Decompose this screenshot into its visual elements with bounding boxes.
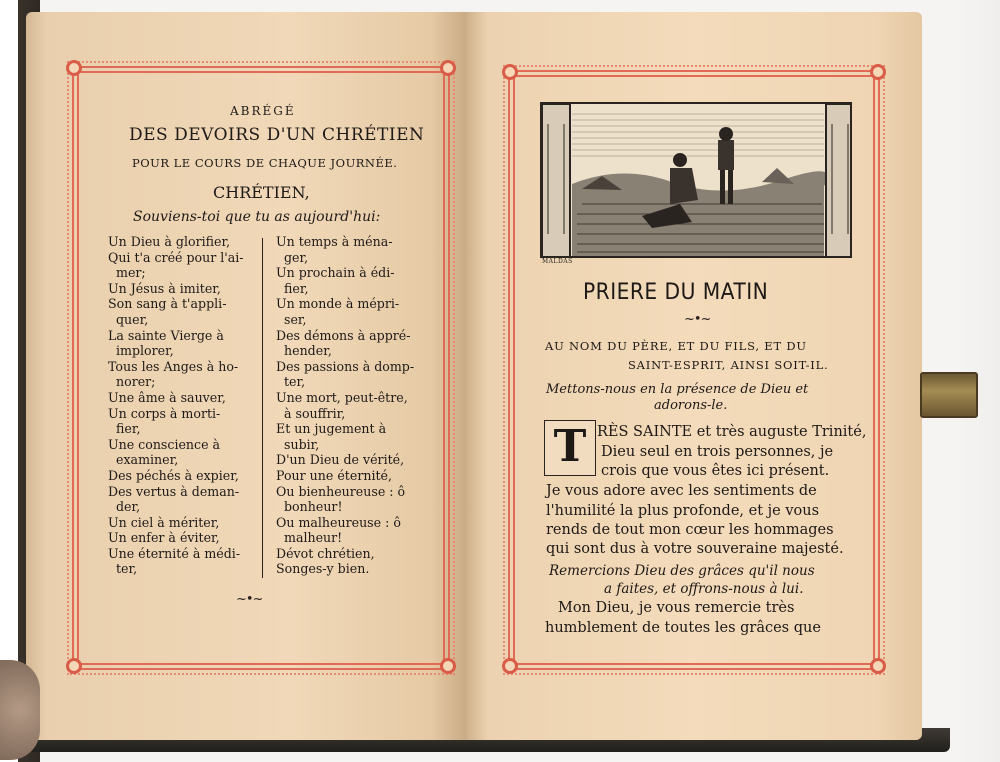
- duty-line: hender,: [284, 343, 332, 359]
- chain-corner: [870, 658, 886, 674]
- duty-line: Un enfer à éviter,: [108, 530, 220, 546]
- duty-line: Un prochain à édi-: [276, 265, 395, 281]
- duty-line: Pour une éternité,: [276, 467, 392, 483]
- duty-line: Tous les Anges à ho-: [108, 358, 239, 374]
- duty-line: quer,: [116, 311, 149, 327]
- duties-column-left: [108, 234, 258, 577]
- duty-line: Une mort, peut-être,: [276, 389, 408, 405]
- duty-line: Un temps à ména-: [276, 234, 393, 249]
- prayer-line: Dieu seul en trois personnes, je: [601, 444, 834, 460]
- duty-line: Des vertus à deman-: [108, 483, 240, 499]
- prayer-line: rends de tout mon cœur les hommages: [546, 522, 834, 538]
- heading-devoirs: DES DEVOIRS D'UN CHRÉTIEN: [129, 125, 425, 145]
- duty-line: Un monde à mépri-: [276, 296, 400, 312]
- chain-corner: [502, 64, 518, 80]
- prayer-line: humblement de toutes les grâces que: [545, 620, 821, 636]
- drop-cap: T: [544, 420, 596, 476]
- duty-line: der,: [116, 499, 141, 515]
- duty-line: norer;: [116, 374, 156, 390]
- prayer-line: l'humilité la plus profonde, et je vous: [546, 503, 820, 519]
- duty-line: Ou bienheureuse : ô: [276, 483, 406, 499]
- chain-corner: [440, 658, 456, 674]
- duty-line: Dévot chrétien,: [276, 545, 375, 561]
- duty-line: Des péchés à expier,: [108, 467, 239, 483]
- invocation-line-1: AU NOM DU PÈRE, ET DU FILS, ET DU: [545, 339, 807, 353]
- heading-souviens: Souviens-toi que tu as aujourd'hui:: [133, 209, 381, 225]
- duty-line: subir,: [284, 436, 320, 452]
- heading-cours: POUR LE COURS DE CHAQUE JOURNÉE.: [132, 156, 398, 170]
- duty-line: La sainte Vierge à: [108, 327, 224, 343]
- duty-line: ter,: [116, 561, 138, 577]
- duty-line: examiner,: [116, 452, 179, 468]
- invocation-line-2: SAINT-ESPRIT, AINSI SOIT-IL.: [628, 358, 829, 372]
- instruction-line-4: a faites, et offrons-nous à lui.: [604, 581, 804, 597]
- chain-corner: [870, 64, 886, 80]
- duty-line: Et un jugement à: [276, 421, 387, 437]
- instruction-line-3: Remercions Dieu des grâces qu'il nous: [549, 563, 815, 579]
- prayer-line: RÈS SAINTE et très auguste Trinité,: [597, 424, 867, 440]
- duty-line: Un corps à morti-: [108, 405, 221, 421]
- engraving-illustration: [540, 102, 852, 258]
- duty-line: Une âme à sauver,: [108, 389, 226, 405]
- duty-line: D'un Dieu de vérité,: [276, 452, 405, 468]
- engraving-signature: MALDAS: [542, 258, 573, 265]
- chain-corner: [66, 60, 82, 76]
- heading-chretien: CHRÉTIEN,: [213, 183, 310, 202]
- engraving-svg: [542, 104, 852, 258]
- duty-line: bonheur!: [284, 499, 343, 515]
- brass-clasp: [920, 372, 978, 418]
- duty-line: mer;: [116, 265, 146, 281]
- duties-column-right: [276, 234, 426, 577]
- left-ornament: ~•~: [236, 592, 263, 607]
- chain-corner: [66, 658, 82, 674]
- duty-line: à souffrir,: [284, 405, 346, 421]
- prayer-line: Je vous adore avec les sentiments de: [546, 483, 817, 499]
- column-divider: [262, 238, 263, 578]
- prayer-line: crois que vous êtes ici présent.: [601, 463, 830, 479]
- prayer-line: qui sont dus à votre souveraine majesté.: [546, 541, 844, 557]
- title-ornament: ~•~: [684, 312, 711, 327]
- duty-line: fier,: [284, 280, 309, 296]
- duty-line: Des passions à domp-: [276, 358, 415, 374]
- duty-line: Un Jésus à imiter,: [108, 280, 221, 296]
- duty-line: Qui t'a créé pour l'ai-: [108, 249, 244, 265]
- chain-corner: [440, 60, 456, 76]
- duty-line: ter,: [284, 374, 306, 390]
- duty-line: Son sang à t'appli-: [108, 296, 227, 312]
- duty-line: Un Dieu à glorifier,: [108, 234, 231, 249]
- duty-line: Une éternité à médi-: [108, 545, 241, 561]
- prayer-line: Mon Dieu, je vous remercie très: [558, 600, 795, 616]
- duty-line: ser,: [284, 311, 307, 327]
- duty-line: fier,: [116, 421, 141, 437]
- instruction-line-2: adorons-le.: [654, 398, 728, 413]
- duty-line: Songes-y bien.: [276, 561, 370, 577]
- duty-line: Une conscience à: [108, 436, 221, 452]
- duty-line: malheur!: [284, 530, 343, 546]
- instruction-line-1: Mettons-nous en la présence de Dieu et: [546, 382, 809, 397]
- duty-line: implorer,: [116, 343, 174, 359]
- page-title: PRIERE DU MATIN: [583, 280, 769, 305]
- duty-line: Ou malheureuse : ô: [276, 514, 401, 530]
- thumb: [0, 660, 40, 760]
- chain-corner: [502, 658, 518, 674]
- duty-line: Des démons à appré-: [276, 327, 411, 343]
- heading-abrege: ABRÉGÉ: [230, 104, 296, 118]
- duty-line: Un ciel à mériter,: [108, 514, 220, 530]
- duty-line: ger,: [284, 249, 309, 265]
